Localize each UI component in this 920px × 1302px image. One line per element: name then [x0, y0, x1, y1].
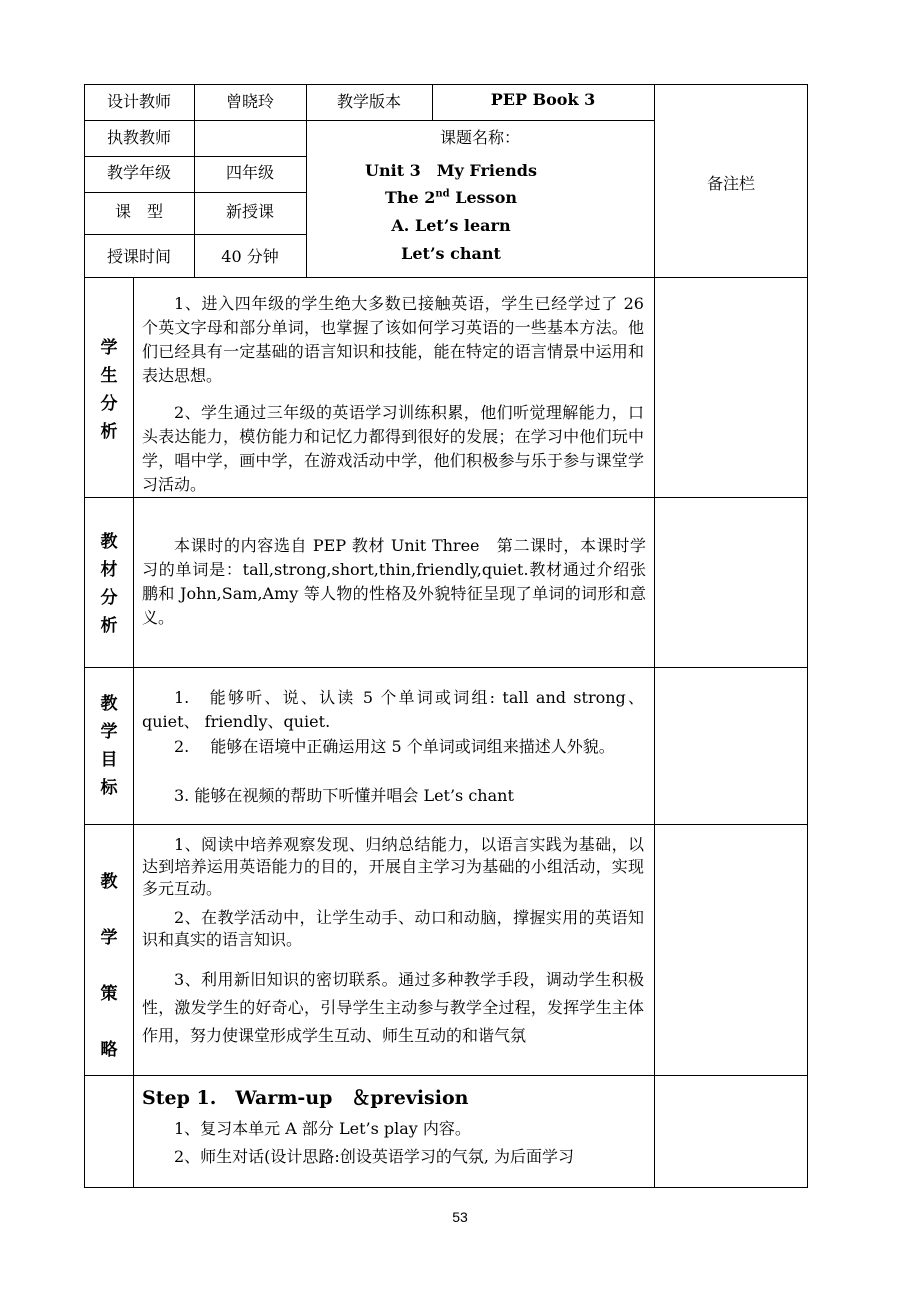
time-value: 40 分钟	[221, 247, 279, 266]
grade-label: 教学年级	[106, 163, 171, 182]
student-analysis-paragraph: 2、学生通过三年级的英语学习训练积累，他们听觉理解能力，口头表达能力，模仿能力和记忆力都得到很好的发展；在学习中他们玩中学，唱中学，画中学，在游戏活动中学，他们积极参与乐于参与课堂学习活动。	[142, 403, 644, 494]
material-analysis-label: 教 材 分 析	[100, 532, 118, 636]
type-value: 新授课	[225, 202, 274, 221]
teacher-label: 执教教师	[106, 128, 171, 147]
lesson-plan-table	[84, 84, 808, 1188]
student-analysis-paragraph: 1、进入四年级的学生绝大多数已接触英语，学生已经学过了 26 个英文字母和部分单词，也掌握了该如何学习英语的一些基本方法。他们已经具有一定基础的语言知识和技能，能在特定的语言情景中运用和表达思想。	[142, 294, 644, 385]
teaching-strategy-label: 教 学 策 略	[100, 872, 118, 1060]
student-analysis-label: 学 生 分 析	[100, 338, 118, 442]
version-value: PEP Book 3	[490, 90, 596, 109]
version-label: 教学版本	[336, 92, 401, 111]
topic-label: 课题名称：	[439, 128, 520, 147]
topic-line-2: The 2nd Lesson	[384, 188, 517, 207]
material-analysis-paragraph: 本课时的内容选自 PEP 教材 Unit Three 第二课时，本课时学习的单词是：tall,strong,short,thin,friendly,quiet.教材通过介绍张鹏和 John,Sam,Amy 等人物的性格及外貌特征呈现了单词的词形和意义。	[142, 536, 646, 627]
goal-item: 2. 能够在语境中正确运用这 5 个单词或词组来描述人外貌。	[174, 737, 615, 756]
step-item: 1、复习本单元 A 部分 Let’s play 内容。	[174, 1119, 471, 1138]
designer-label: 设计教师	[106, 92, 171, 111]
strategy-paragraph: 2、在教学活动中，让学生动手、动口和动脑，撑握实用的英语知识和真实的语言知识。	[142, 908, 644, 949]
topic-line-1: Unit 3 My Friends	[365, 161, 537, 180]
time-label: 授课时间	[106, 247, 171, 266]
goal-item: 3. 能够在视频的帮助下听懂并唱会 Let’s chant	[174, 786, 514, 805]
remarks-label: 备注栏	[706, 174, 755, 193]
designer-value: 曾晓玲	[225, 92, 274, 111]
type-label: 课 型	[114, 202, 163, 221]
topic-line-3: A. Let’s learn	[391, 216, 511, 235]
step-item: 2、师生对话(设计思路:创设英语学习的气氛, 为后面学习	[174, 1147, 574, 1166]
strategy-paragraph: 3、利用新旧知识的密切联系。通过多种教学手段，调动学生积极性，激发学生的好奇心，引导学生主动参与教学全过程，发挥学生主体作用，努力使课堂形成学生互动、师生互动的和谐气氛	[142, 970, 644, 1045]
goal-item: 1. 能够听、说、认读 5 个单词或词组: tall and strong、quiet、 friendly、quiet.	[142, 688, 644, 731]
topic-line-4: Let’s chant	[401, 244, 501, 263]
page-number: 53	[452, 1209, 468, 1225]
grade-value: 四年级	[225, 163, 274, 182]
strategy-paragraph: 1、阅读中培养观察发现、归纳总结能力，以语言实践为基础，以达到培养运用英语能力的目的，开展自主学习为基础的小组活动，实现多元互动。	[142, 835, 644, 898]
teaching-goals-label: 教 学 目 标	[100, 694, 118, 798]
step-title: Step 1. Warm-up ＆prevision	[142, 1087, 469, 1109]
